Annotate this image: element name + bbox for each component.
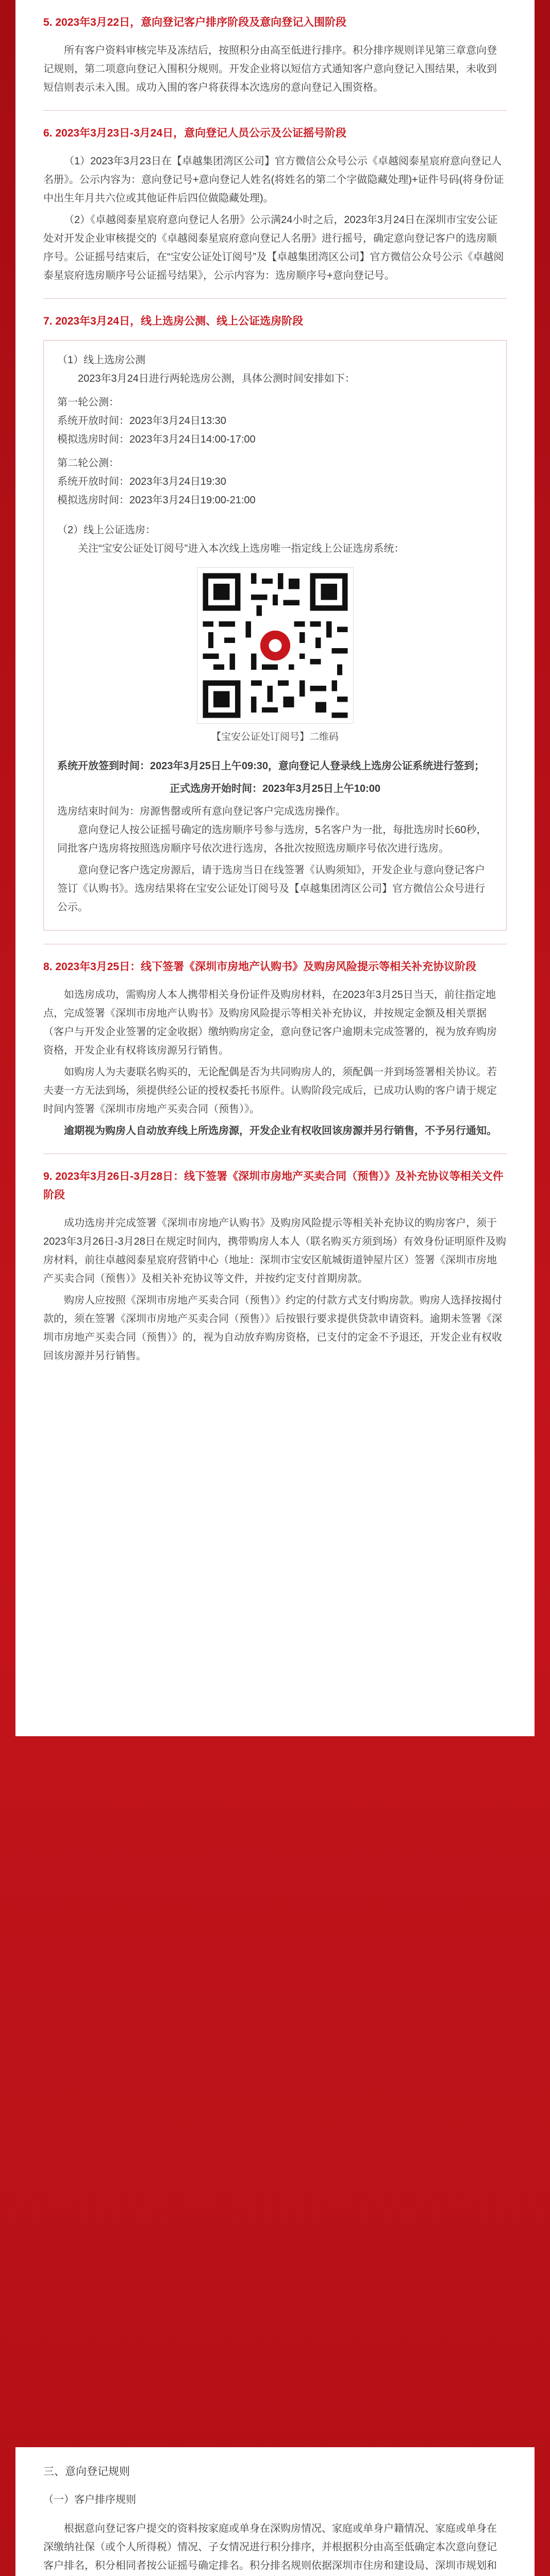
rules-sub-title: （一）客户排序规则 [43,2494,136,2505]
round-2-open-time: 系统开放时间：2023年3月24日19:30 [57,476,226,487]
online-test-paragraph: 2023年3月24日进行两轮选房公测，具体公测时间安排如下： [78,373,355,384]
section-9-paragraph-1: 成功选房并完成签署《深圳市房地产认购书》及购房风险提示等相关补充协议的购房客户，须于2023年3月26日-3月28日在规定时间内，携带购房人本人（联名购买方须到场）有效身份证明原件及购房材料，前往卓越阅泰星宸府营销中心（地址：深圳市宝安区航城街道钟屋片区）签署《深圳市房地产买卖合同（预售）》及相关补充协议等文件，并按约定支付首期房款。 [43,1217,506,1284]
section-7-title: 7. 2023年3月24日，线上选房公测、线上公证选房阶段 [43,315,304,327]
section-6-item-2: （2）《卓越阅泰星宸府意向登记人名册》公示满24小时之后，2023年3月24日在深圳市宝安公证处对开发企业审核提交的《卓越阅泰星宸府意向登记人名册》进行摇号，确定意向登记客户的选房顺序号。公证摇号结束后，在“宝安公证处订阅号”及【卓越集团湾区公司】官方微信公众号公示《卓越阅泰星宸府选房顺序号公证摇号结果》，公示内容为：选房顺序号+意向登记号。 [43,214,504,281]
section-6-item-1: （1）2023年3月23日在【卓越集团湾区公司】官方微信公众号公示《卓越阅泰星宸府意向登记人名册》。公示内容为：意向登记号+意向登记人姓名(将姓名的第二个字做隐藏处理)+证件号码(将身份证中出生年月共六位或其他证件后四位做隐藏处理)。 [43,156,504,204]
section-5-paragraph: 所有客户资料审核完毕及冻结后，按照积分由高至低进行排序。积分排序规则详见第三章意向登记规则，第二项意向登记入围积分规则。开发企业将以短信方式通知客户意向登记入围结果，未收到短信则表示未入围。成功入围的客户将获得本次选房的意向登记入围资格。 [43,45,497,93]
end-time: 选房结束时间为：房源售罄或所有意向登记客户完成选房操作。 [57,806,346,817]
selection-rules-paragraph: 意向登记人按公证摇号确定的选房顺序号参与选房，5名客户为一批，每批选房时长60秒，同批客户选房将按照选房顺序号依次进行选房，各批次按照选房顺序号依次进行选房。 [57,824,487,854]
section-9-title: 9. 2023年3月26日-3月28日：线下签署《深圳市房地产买卖合同（预售）》及补充协议等相关文件阶段 [43,1171,504,1201]
qr-code-image[interactable] [197,567,354,724]
online-notary-paragraph: 关注“宝安公证处订阅号”进入本次线上选房唯一指定线上公证选房系统： [78,543,405,554]
divider [43,298,507,299]
section-7-box [43,340,507,930]
section-6 [43,124,507,285]
round-1-label: 第一轮公测： [57,397,119,408]
section-5 [43,13,507,97]
online-notary-title: （2）线上公证选房： [57,524,156,536]
divider [43,110,507,111]
content-card-top [15,0,535,1736]
qr-code-caption: 【宝安公证处订阅号】二维码 [211,732,339,742]
round-1-open-time: 系统开放时间：2023年3月24日13:30 [57,415,226,427]
section-9 [43,1167,507,1365]
rules-intro-paragraph: 根据意向登记客户提交的资料按家庭或单身在深购房情况、家庭或单身户籍情况、家庭或单身在深缴纳社保（或个人所得税）情况、子女情况进行积分排序，并根据积分由高至低确定本次意向登记客户排名，积分相同者按公证摇号确定排名。积分排名规则依据深圳市住房和建设局、深圳市规划和 [43,2523,497,2571]
qr-code-wrap [57,567,493,724]
section-6-title: 6. 2023年3月23日-3月24日，意向登记人员公示及公证摇号阶段 [43,127,347,139]
section-8-warning: 逾期视为购房人自动放弃线上所选房源，开发企业有权收回该房源并另行销售，不予另行通知。 [64,1125,497,1137]
selection-result-paragraph: 意向登记客户选定房源后，请于选房当日在线签署《认购须知》，开发企业与意向登记客户签订《认购书》。选房结果将在宝安公证处订阅号及【卓越集团湾区公司】官方微信公众号进行公示。 [57,865,485,913]
section-9-paragraph-2: 购房人应按照《深圳市房地产买卖合同（预售）》约定的付款方式支付购房款。购房人选择按揭付款的，须在签署《深圳市房地产买卖合同（预售）》后按银行要求提供贷款申请资料。逾期未签署《深圳市房地产买卖合同（预售）》的，视为自动放弃购房资格，已支付的定金不予退还，开发企业有权收回该房源并另行销售。 [43,1295,502,1362]
system-open-time: 系统开放签到时间：2023年3月25日上午09:30，意向登记人登录线上选房公证系统进行签到； [57,760,485,772]
rules-main-title: 三、意向登记规则 [43,2466,130,2478]
round-2-sim-time: 模拟选房时间：2023年3月24日19:00-21:00 [57,495,256,506]
section-8-paragraph-2: 如购房人为夫妻联名购买的，无论配偶是否为共同购房人的，须配偶一并到场签署相关协议。若夫妻一方无法到场，须提供经公证的授权委托书原件。认购阶段完成后，已成功认购的客户请于规定时间内签署《深圳市房地产买卖合同（预售）》。 [43,1066,497,1115]
online-test-title: （1）线上选房公测 [57,354,146,366]
round-1-sim-time: 模拟选房时间：2023年3月24日14:00-17:00 [57,434,256,445]
section-8-title: 8. 2023年3月25日：线下签署《深圳市房地产认购书》及购房风险提示等相关补充协议阶段 [43,961,477,973]
section-5-title: 5. 2023年3月22日，意向登记客户排序阶段及意向登记入围阶段 [43,16,347,28]
section-8 [43,958,507,1140]
round-2-label: 第二轮公测： [57,457,119,469]
content-card-rules [15,2447,535,2576]
qr-code-graphic [197,568,353,723]
section-7 [43,312,507,930]
formal-start-time: 正式选房开始时间：2023年3月25日上午10:00 [169,783,380,794]
section-8-paragraph-1: 如选房成功，需购房人本人携带相关身份证件及购房材料，在2023年3月25日当天，前往指定地点，完成签署《深圳市房地产认购书》及购房风险提示等相关补充协议，并按规定金额及相关票据（客户与开发企业签署的定金收据）缴纳购房定金，意向登记客户逾期未完成签署的，视为放弃购房资格，开发企业有权将该房源另行销售。 [43,989,497,1056]
